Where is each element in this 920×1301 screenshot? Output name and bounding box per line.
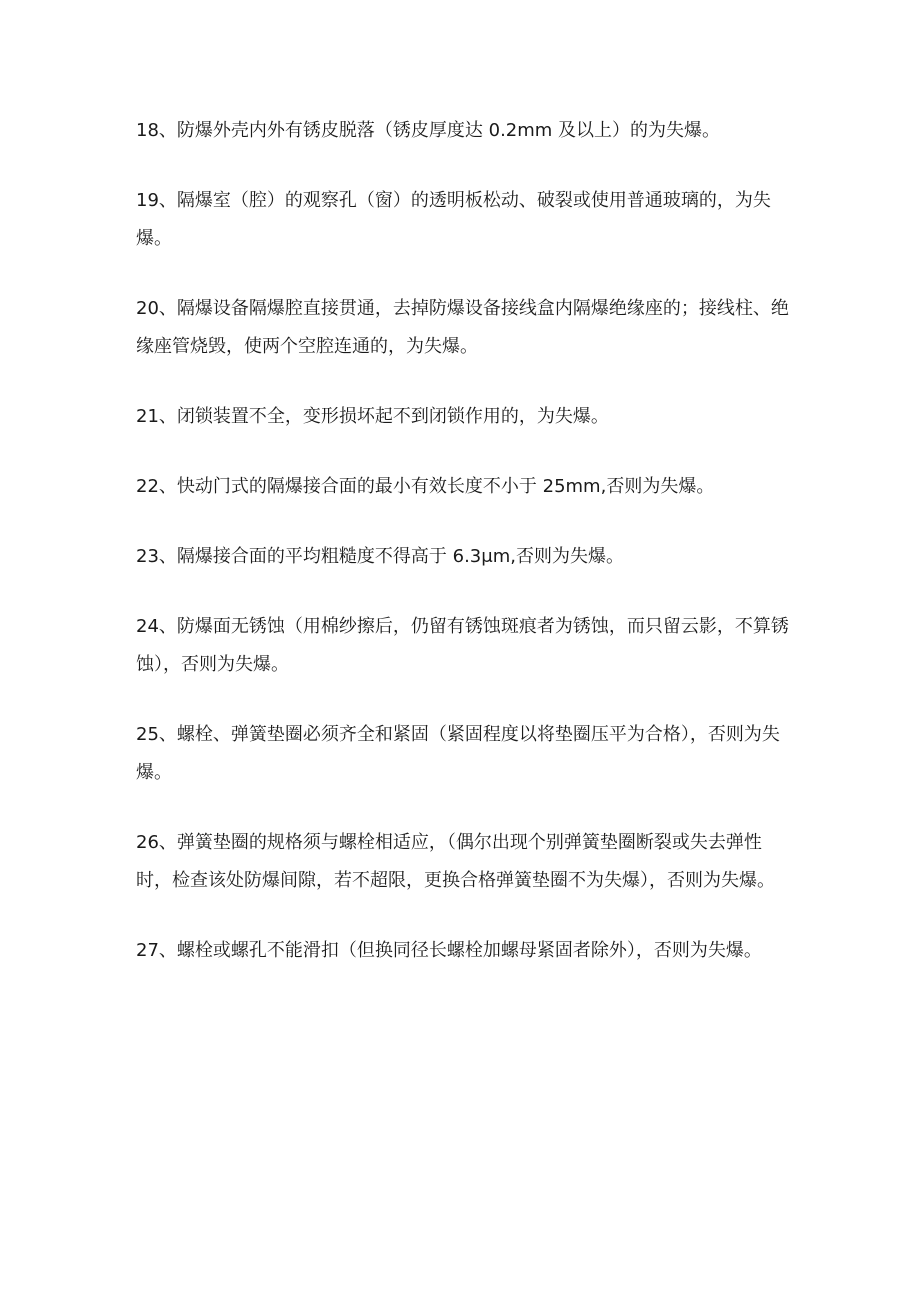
paragraph-18: 18、防爆外壳内外有锈皮脱落（锈皮厚度达 0.2mm 及以上）的为失爆。 (136, 120, 721, 141)
paragraph-20: 20、隔爆设备隔爆腔直接贯通，去掉防爆设备接线盒内隔爆绝缘座的；接线柱、绝缘座管烧毁，使两个空腔连通的，为失爆。 (136, 298, 789, 357)
document-body (136, 112, 796, 1002)
paragraph-25: 25、螺栓、弹簧垫圈必须齐全和紧固（紧固程度以将垫圈压平为合格），否则为失爆。 (136, 724, 780, 783)
paragraph-23: 23、隔爆接合面的平均粗糙度不得高于 6.3μm,否则为失爆。 (136, 546, 624, 567)
paragraph-24: 24、防爆面无锈蚀（用棉纱擦后，仍留有锈蚀斑痕者为锈蚀，而只留云影，不算锈蚀），否则为失爆。 (136, 616, 789, 675)
paragraph-27: 27、螺栓或螺孔不能滑扣（但换同径长螺栓加螺母紧固者除外），否则为失爆。 (136, 940, 762, 961)
paragraph-19: 19、隔爆室（腔）的观察孔（窗）的透明板松动、破裂或使用普通玻璃的，为失爆。 (136, 190, 771, 249)
paragraph-22: 22、快动门式的隔爆接合面的最小有效长度不小于 25mm,否则为失爆。 (136, 476, 715, 497)
paragraph-26: 26、弹簧垫圈的规格须与螺栓相适应，（偶尔出现个别弹簧垫圈断裂或失去弹性时，检查该处防爆间隙，若不超限，更换合格弹簧垫圈不为失爆），否则为失爆。 (136, 832, 775, 891)
paragraph-21: 21、闭锁装置不全，变形损坏起不到闭锁作用的，为失爆。 (136, 406, 609, 427)
